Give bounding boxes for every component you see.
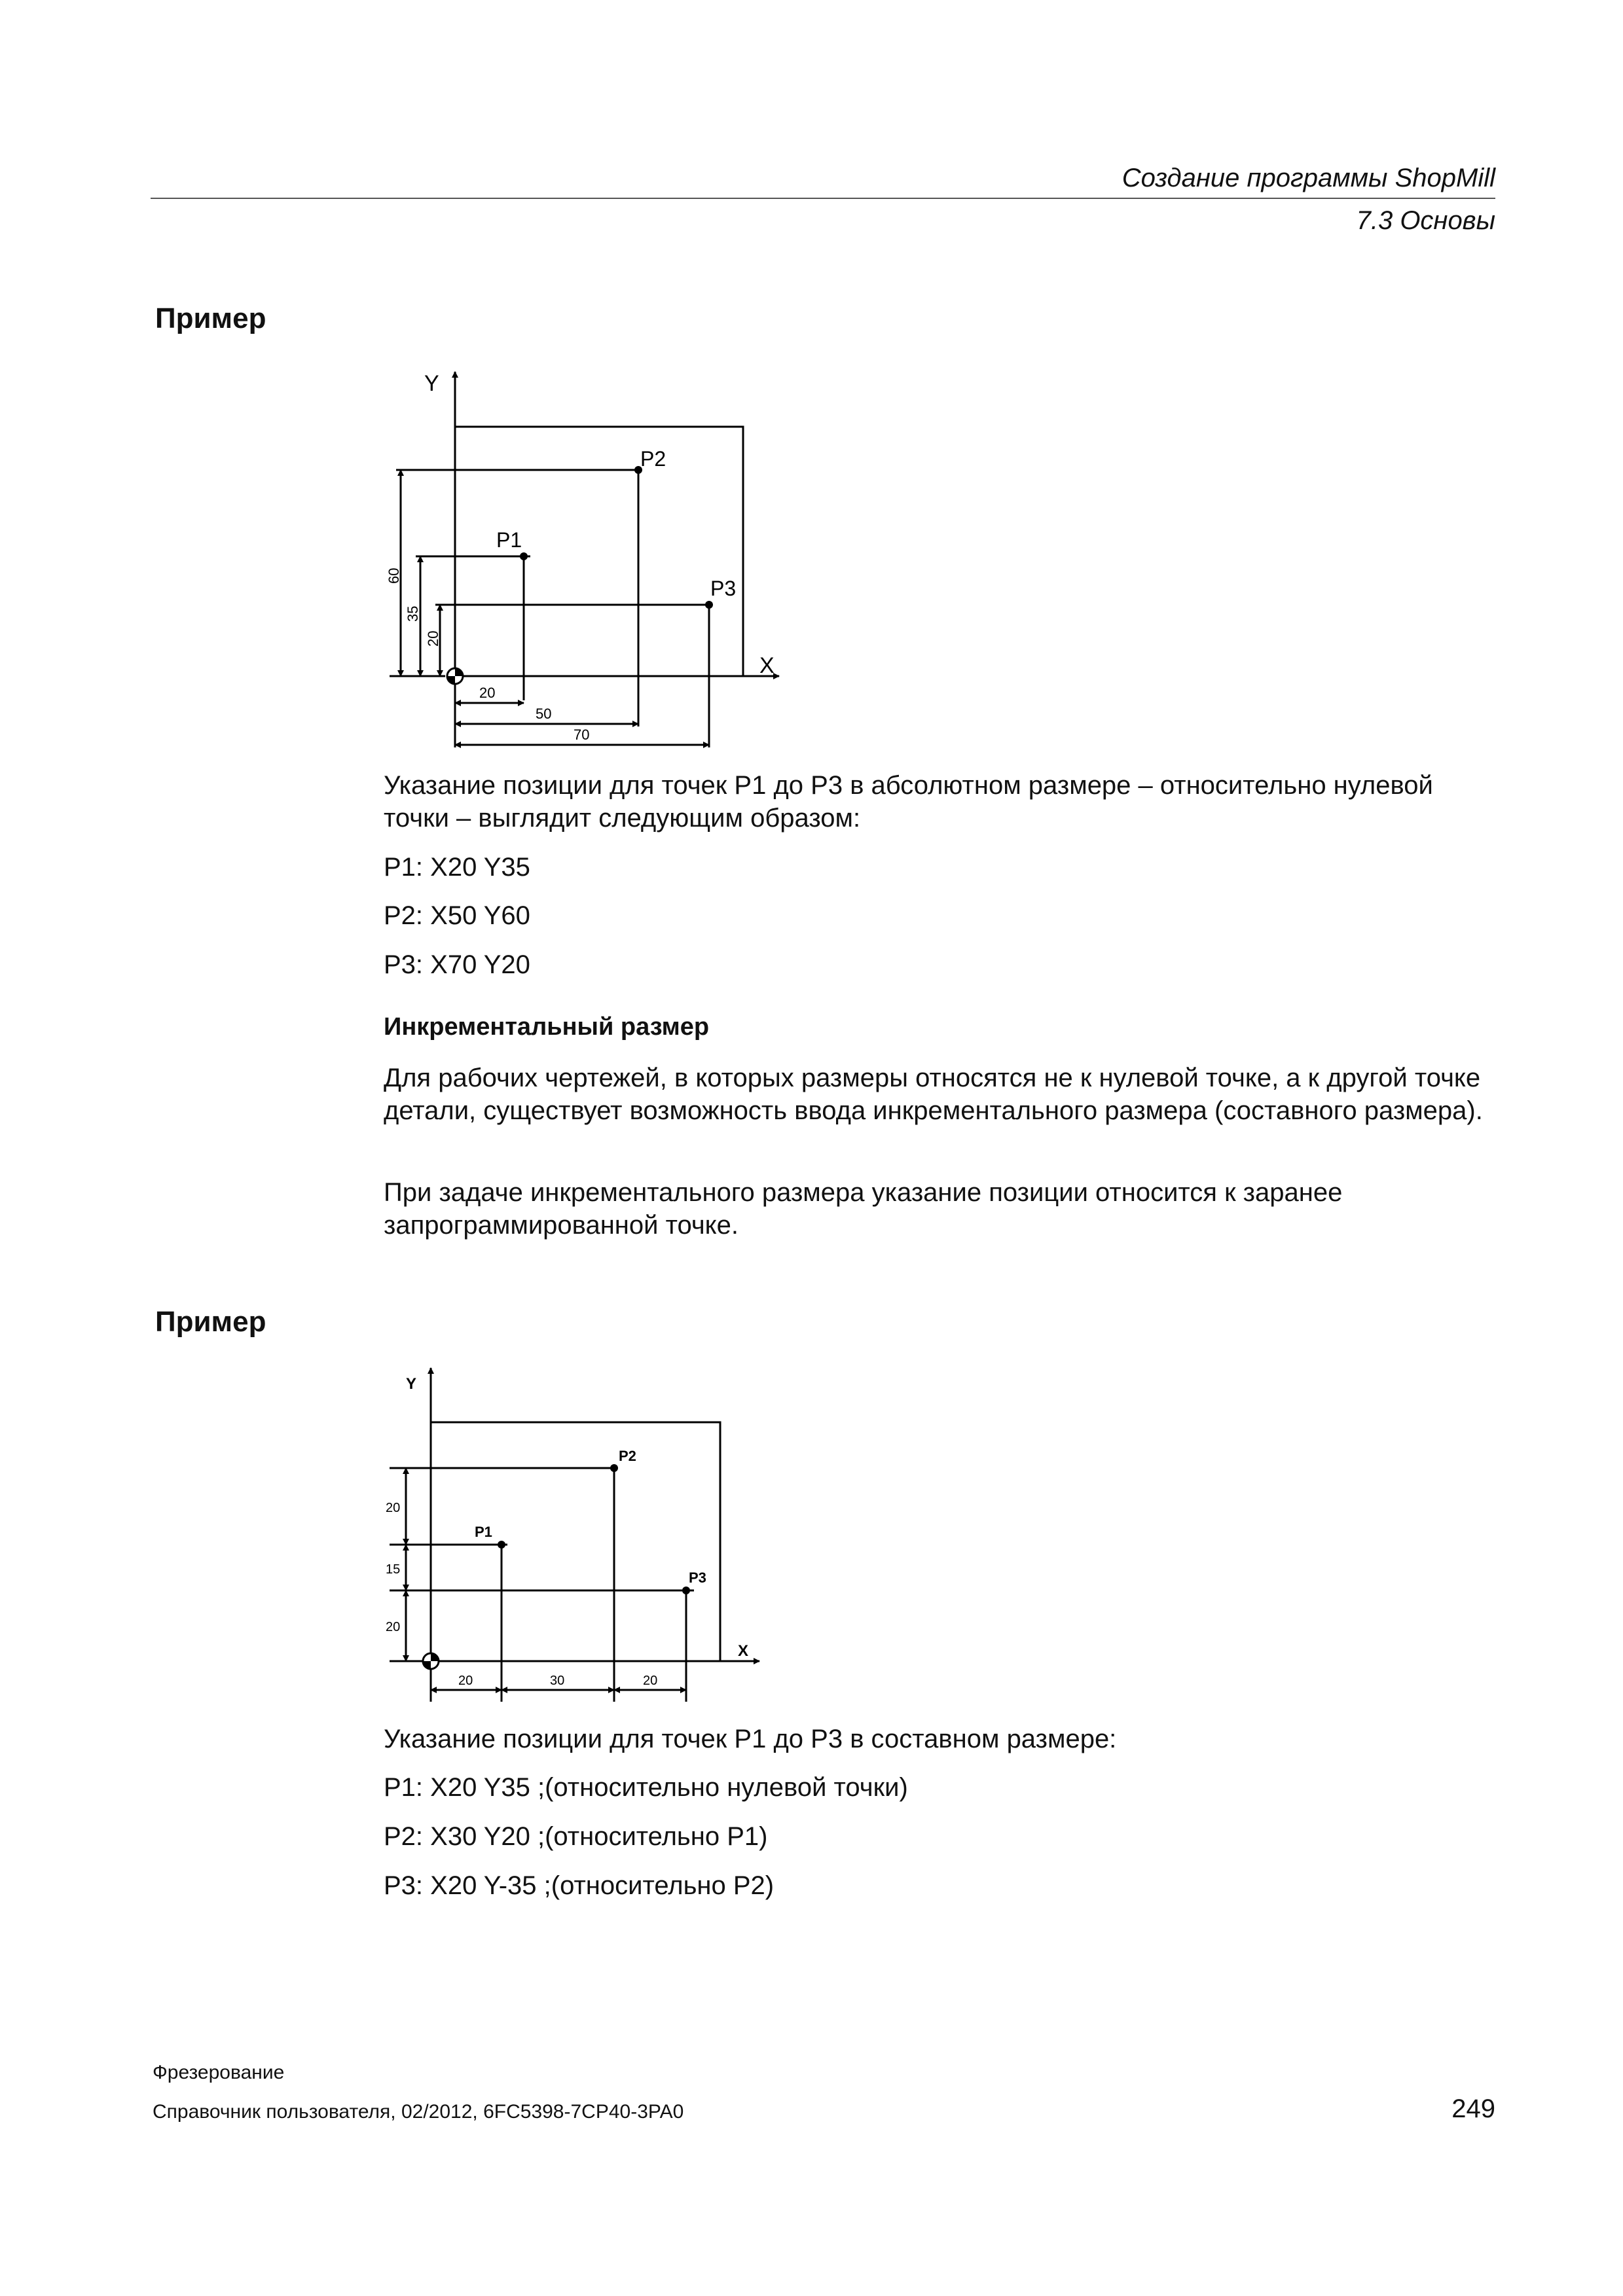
example2-diagram [0, 1342, 1623, 1734]
example1-line-p1: P1: X20 Y35 [384, 853, 530, 882]
incremental-para1: Для рабочих чертежей, в которых размеры относятся не к нулевой точке, а к другой точке детали, существует возможность ввода инкрементального размера (составного размера). [384, 1064, 1483, 1125]
x-axis-label: X [738, 1642, 749, 1660]
dim-y-15: 15 [386, 1562, 401, 1577]
incremental-para2: При задаче инкрементального размера указание позиции относится к заранее запрограммированной точке. [384, 1178, 1343, 1240]
example1-line-p3: P3: X70 Y20 [384, 950, 530, 979]
example1-intro: Указание позиции для точек P1 до P3 в абсолютном размере – относительно нулевой точки – выглядит следующим образом: [384, 771, 1433, 833]
y-axis-label: Y [406, 1375, 417, 1393]
point-p3 [682, 1587, 690, 1594]
part-outline [431, 1422, 720, 1661]
example2-heading: Пример [155, 1306, 266, 1338]
p3-label: P3 [710, 577, 737, 600]
example1-line-p2: P2: X50 Y60 [384, 901, 530, 930]
point-p1 [520, 552, 528, 560]
dim-y-60: 60 [386, 567, 402, 584]
p2-label: P2 [619, 1448, 636, 1464]
dim-y-20a: 20 [386, 1501, 401, 1515]
header-section: 7.3 Основы [1356, 206, 1495, 235]
x-axis-label: X [759, 653, 775, 678]
footer-line2: Справочник пользователя, 02/2012, 6FC5398-7CP40-3PA0 [153, 2101, 684, 2123]
footer-line1: Фрезерование [153, 2062, 285, 2083]
example1-heading: Пример [155, 302, 266, 334]
example2-line-p2: P2: X30 Y20 ;(относительно P1) [384, 1822, 768, 1851]
point-p1 [498, 1541, 505, 1549]
example2-line-p1: P1: X20 Y35 ;(относительно нулевой точки) [384, 1773, 908, 1802]
dim-x-50: 50 [536, 706, 552, 722]
dim-y-20b: 20 [386, 1620, 401, 1634]
y-axis-label: Y [424, 371, 439, 396]
p1-label: P1 [475, 1524, 492, 1540]
dim-y-35: 35 [405, 605, 421, 622]
dim-y-20: 20 [425, 630, 441, 647]
example2-intro: Указание позиции для точек P1 до P3 в составном размере: [384, 1725, 1117, 1753]
page-number: 249 [1451, 2094, 1495, 2123]
dim-x-70: 70 [574, 726, 590, 743]
dim-x-20: 20 [479, 685, 496, 701]
header-chapter: Создание программы ShopMill [1122, 164, 1495, 192]
p3-label: P3 [689, 1570, 706, 1586]
incremental-heading: Инкрементальный размер [384, 1013, 710, 1041]
point-p3 [705, 601, 713, 609]
point-p2 [610, 1464, 618, 1472]
example1-diagram [0, 0, 1623, 785]
dim-x-30: 30 [550, 1674, 565, 1688]
example2-line-p3: P3: X20 Y-35 ;(относительно P2) [384, 1871, 775, 1900]
p2-label: P2 [640, 447, 666, 471]
dim-x-20b: 20 [643, 1674, 658, 1688]
p1-label: P1 [496, 528, 522, 552]
dim-x-20a: 20 [458, 1674, 473, 1688]
